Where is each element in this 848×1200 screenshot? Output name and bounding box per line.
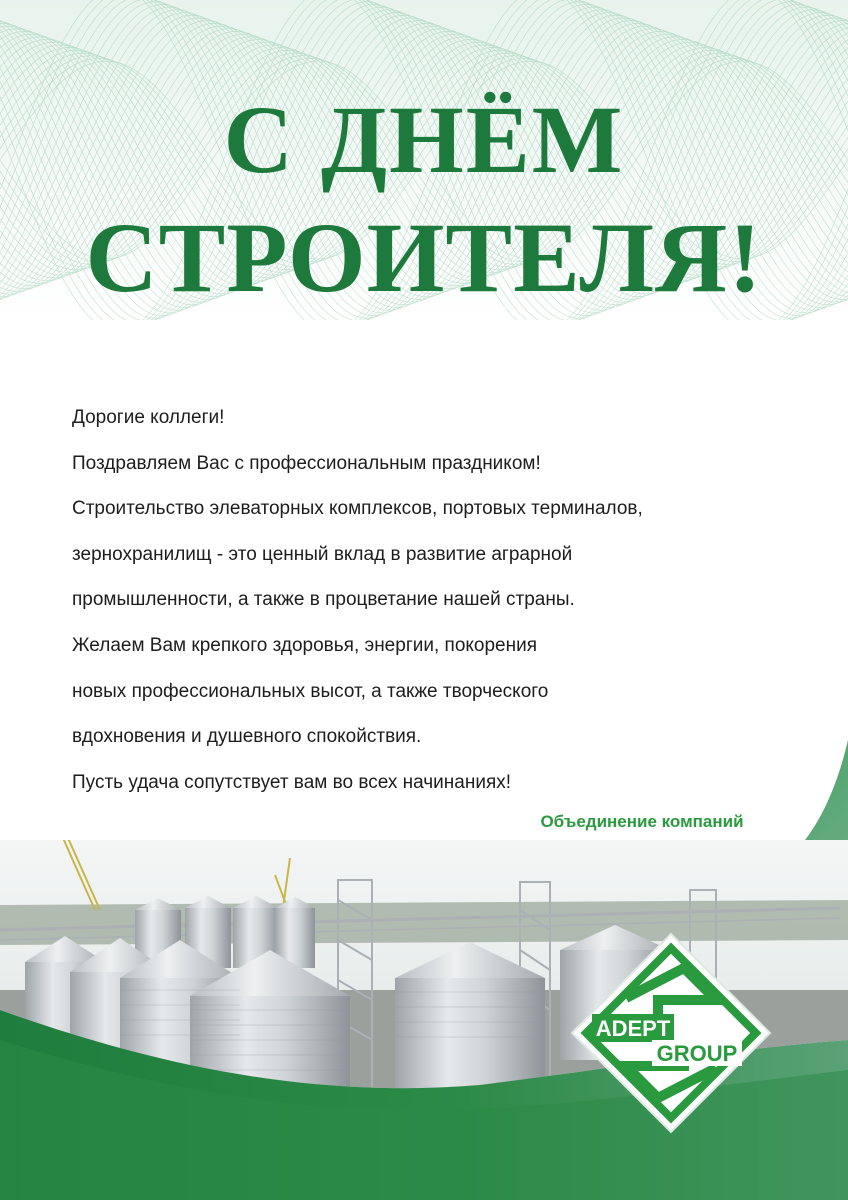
title-line-2: СТРОИТЕЛЯ!: [85, 202, 763, 313]
message-line: Пусть удача сопутствует вам во всех начинаниях!: [72, 771, 512, 793]
message-line: Поздравляем Вас с профессиональным праздником!: [72, 452, 541, 474]
title-line-1: С ДНЁМ: [223, 86, 625, 193]
message-line: вдохновения и душевного спокойствия.: [72, 726, 422, 748]
adept-group-logo: [566, 928, 776, 1138]
message-line: Строительство элеваторных комплексов, портовых терминалов,: [72, 498, 643, 520]
message-line: Дорогие коллеги!: [72, 407, 225, 428]
message-line: промышленности, а также в процветание нашей страны.: [72, 589, 575, 611]
logo-word-group: GROUP: [656, 1041, 738, 1066]
message-line: зернохранилищ - это ценный вклад в развитие аграрной: [72, 543, 573, 565]
signature-line-1: Объединение компаний: [540, 812, 744, 831]
message-line: новых профессиональных высот, а также творческого: [72, 680, 549, 702]
message-line: Желаем Вам крепкого здоровья, энергии, покорения: [72, 634, 538, 656]
logo-word-adept: ADEPT: [595, 1016, 671, 1041]
